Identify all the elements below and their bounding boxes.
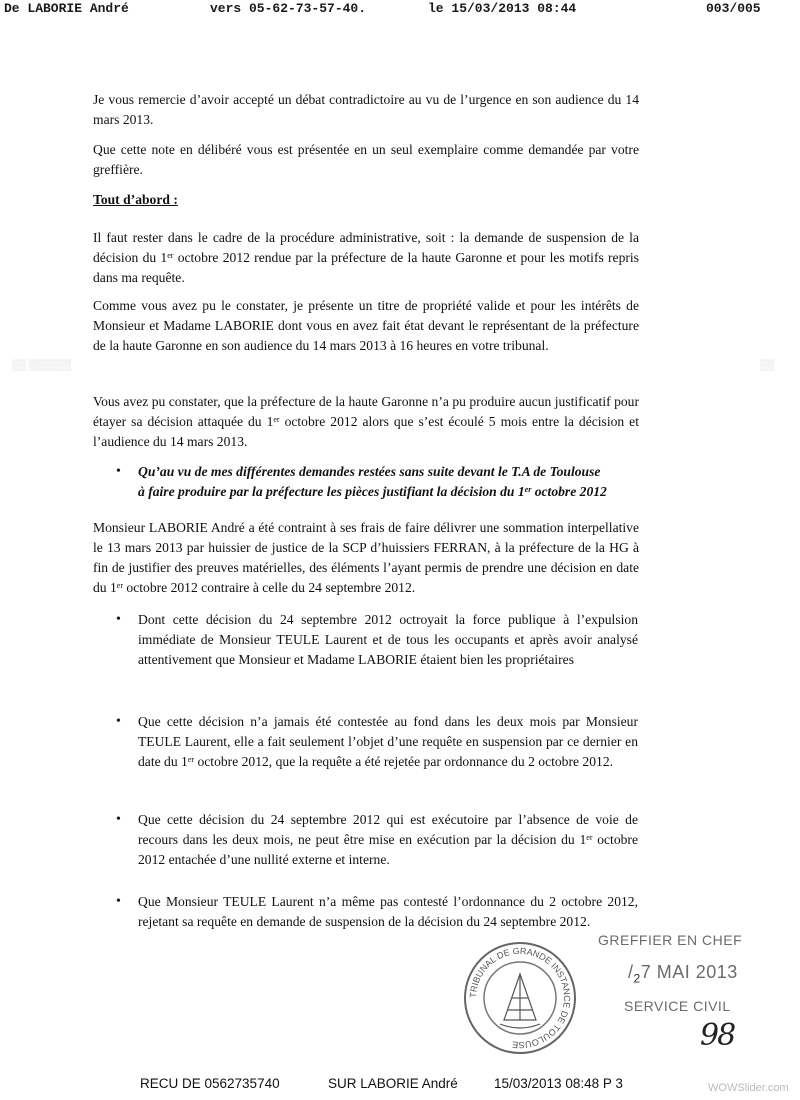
fax-datetime: le 15/03/2013 08:44 (428, 1, 577, 16)
bullet-item-2: Que cette décision n’a jamais été contestée au fond dans les deux mois par Monsieur TEULE Laurent, elle a fait seulement l’objet d’une requête en suspension par ce dernier en date du 1er octobre 2012, que la requête a été rejetée par ordonnance du 2 octobre 2012. (138, 714, 638, 769)
stamp-greffier: GREFFIER EN CHEF (598, 932, 743, 948)
stamp-date-slash: / (628, 962, 634, 982)
bullet-icon: • (116, 714, 121, 729)
bullet-icon: • (116, 894, 121, 909)
fax-sender: De LABORIE André (4, 1, 129, 16)
bullet-item-1: Dont cette décision du 24 septembre 2012 octroyait la force publique à l’expulsion immédiate de Monsieur TEULE Laurent et de tous les occupants et après avoir analysé attentivement que Monsieur et Madame LABORIE étaient bien les propriétaires (138, 612, 638, 667)
footer-datetime: 15/03/2013 08:48 P 3 (494, 1076, 623, 1091)
bullet-icon: • (116, 612, 121, 627)
watermark: WOWSlider.com (708, 1082, 789, 1094)
paragraph-prefecture: Vous avez pu constater, que la préfecture de la haute Garonne n’a pu produire aucun justificatif pour étayer sa décision attaquée du 1er octobre 2012 alors que s’est écoulé 5 mois entre la décision et l’audience du 14 mars 2013. (93, 394, 639, 449)
fax-phone: vers 05-62-73-57-40. (210, 1, 367, 16)
bullet-icon: • (116, 812, 121, 827)
bullet-item-4: Que Monsieur TEULE Laurent n’a même pas contesté l’ordonnance du 2 octobre 2012, rejetant sa requête en demande de suspension de la décision du 24 septembre 2012. (138, 894, 638, 929)
bullet-icon: • (116, 464, 121, 479)
footer-from: SUR LABORIE André (328, 1076, 458, 1091)
fax-header (0, 0, 800, 18)
paragraph-title-property: Comme vous avez pu le constater, je présente un titre de propriété valide et pour les intérêts de Monsieur et Madame LABORIE dont vous en avez fait état devant le représentant de la préfecture de la haute Garonne en son audience du 14 mars 2013 à 16 heures en votre tribunal. (93, 298, 639, 353)
court-seal-icon (462, 940, 578, 1056)
fax-footer (0, 1076, 800, 1096)
stamp-date-digit: 2 (633, 971, 641, 986)
stamp-date: $/_27$ MAI 2013 (628, 962, 738, 986)
stamp-service: SERVICE CIVIL (624, 998, 731, 1014)
bleed-through-mark: ▒▒ (760, 360, 775, 371)
paragraph-thanks: Je vous remercie d’avoir accepté un débat contradictoire au vu de l’urgence en son audience du 14 mars 2013. (93, 92, 639, 127)
fax-page-number: 003/005 (706, 1, 761, 16)
emphasis-line-2: à faire produire par la préfecture les pièces justifiant la décision du 1er octobre 2012 (138, 484, 607, 499)
svg-text:TRIBUNAL DE GRANDE INSTANCE DE: TRIBUNAL DE GRANDE INSTANCE DE TOULOUSE (467, 945, 573, 1051)
paragraph-procedure: Il faut rester dans le cadre de la procédure administrative, soit : la demande de suspension de la décision du 1er octobre 2012 rendue par la préfecture de la haute Garonne et pour les motifs repris dans ma requête. (93, 230, 639, 285)
footer-received: RECU DE 0562735740 (140, 1076, 280, 1091)
bleed-through-mark: ▒▒ ▒▒▒▒▒▒ (12, 360, 72, 371)
paragraph-sommation: Monsieur LABORIE André a été contraint à ses frais de faire délivrer une sommation interpellative le 13 mars 2013 par huissier de justice de la SCP d’huissiers FERRAN, à la préfecture de la HG à fin de justifier des preuves matérielles, des éléments l’ayant permis de prendre une décision en date du 1er octobre 2012 contraire à celle du 24 septembre 2012. (93, 520, 639, 595)
handwritten-number: 98 (700, 1018, 735, 1053)
section-heading: Tout d’abord : (93, 192, 178, 207)
paragraph-note: Que cette note en délibéré vous est présentée en un seul exemplaire comme demandée par votre greffière. (93, 142, 639, 177)
emphasis-line-1: Qu’au vu de mes différentes demandes restées sans suite devant le T.A de Toulouse (138, 464, 601, 479)
bullet-item-3: Que cette décision du 24 septembre 2012 qui est exécutoire par l’absence de voie de recours dans les deux mois, ne peut être mise en exécution par la décision du 1er octobre 2012 entachée d’une nullité externe et interne. (138, 812, 638, 867)
